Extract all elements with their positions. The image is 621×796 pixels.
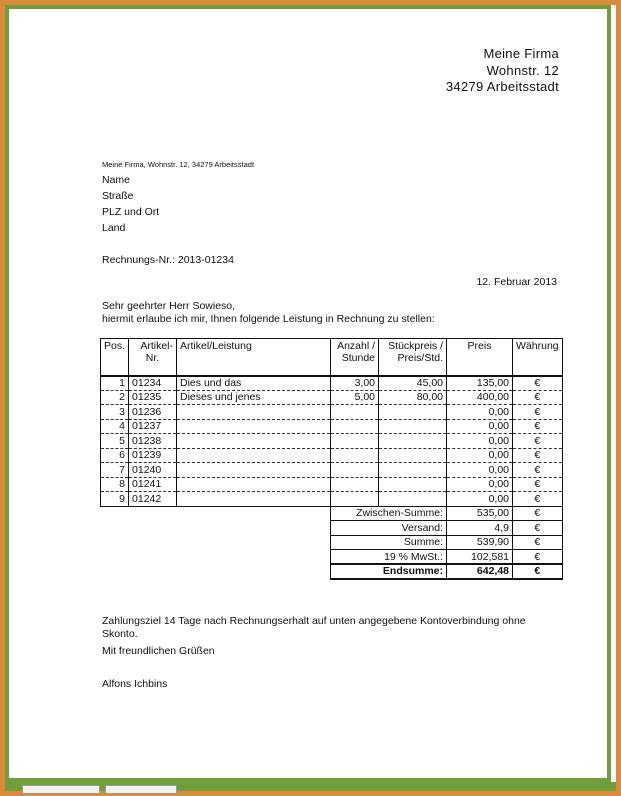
- closing-text: Mit freundlichen Grüßen: [102, 645, 215, 657]
- cell-desc: [177, 463, 331, 478]
- cell-unit-price: 45,00: [379, 376, 447, 391]
- cell-desc: [177, 405, 331, 420]
- totals-spacer: [101, 550, 331, 565]
- subtotal-currency: €: [513, 506, 563, 521]
- table-row: [101, 492, 563, 507]
- sender-company: Meine Firma: [483, 46, 559, 61]
- cell-desc: [177, 492, 331, 507]
- cell-price: 0,00: [447, 434, 513, 449]
- header-unit-price: [379, 339, 447, 376]
- table-header-row: [101, 339, 563, 376]
- invoice-date: 12. Februar 2013: [476, 276, 557, 288]
- cell-article: 01241: [129, 477, 177, 492]
- cell-price: 0,00: [447, 419, 513, 434]
- header-desc: Artikel/Leistung: [177, 339, 331, 376]
- cell-price: 0,00: [447, 477, 513, 492]
- cell-pos: 3: [101, 405, 129, 420]
- subtotal-value: 535,00: [447, 506, 513, 521]
- cell-qty: 5,00: [331, 390, 379, 405]
- cell-unit-price: [379, 477, 447, 492]
- header-unit-line1: Stückpreis /: [388, 340, 444, 352]
- cell-pos: 7: [101, 463, 129, 478]
- cell-currency: €: [513, 376, 563, 391]
- header-pos: Pos.: [101, 339, 129, 376]
- vat-value: 102,581: [447, 550, 513, 565]
- subtotal-label: Zwischen-Summe:: [331, 506, 447, 521]
- totals-row-vat: [101, 550, 563, 565]
- cell-qty: [331, 448, 379, 463]
- cell-price: 0,00: [447, 463, 513, 478]
- cell-desc: [177, 434, 331, 449]
- cell-currency: €: [513, 492, 563, 507]
- cell-currency: €: [513, 434, 563, 449]
- header-qty: [331, 339, 379, 376]
- shipping-value: 4,9: [447, 521, 513, 536]
- cell-qty: [331, 405, 379, 420]
- cell-currency: €: [513, 448, 563, 463]
- recipient-country: Land: [102, 222, 126, 234]
- cell-unit-price: [379, 463, 447, 478]
- cell-qty: [331, 463, 379, 478]
- cell-article: 01236: [129, 405, 177, 420]
- cell-pos: 2: [101, 390, 129, 405]
- cell-article: 01235: [129, 390, 177, 405]
- cell-article: 01234: [129, 376, 177, 391]
- table-row: [101, 463, 563, 478]
- recipient-zip-city: PLZ und Ort: [102, 206, 160, 218]
- table-row: [101, 448, 563, 463]
- cell-article: 01239: [129, 448, 177, 463]
- header-qty-line2: Stunde: [341, 352, 376, 364]
- cell-currency: €: [513, 419, 563, 434]
- salutation: Sehr geehrter Herr Sowieso,: [102, 300, 236, 312]
- cell-currency: €: [513, 390, 563, 405]
- final-total-value: 642,48: [447, 564, 513, 579]
- recipient-name: Name: [102, 174, 131, 186]
- table-row: [101, 405, 563, 420]
- sum-label: Summe:: [331, 535, 447, 550]
- intro-text: hiermit erlaube ich mir, Ihnen folgende Leistung in Rechnung zu stellen:: [102, 313, 435, 325]
- totals-row-sum: [101, 535, 563, 550]
- cell-pos: 8: [101, 477, 129, 492]
- shipping-label: Versand:: [331, 521, 447, 536]
- invoice-table: [100, 338, 563, 580]
- vat-currency: €: [513, 550, 563, 565]
- cell-pos: 5: [101, 434, 129, 449]
- totals-row-shipping: [101, 521, 563, 536]
- cell-currency: €: [513, 463, 563, 478]
- sender-city: 34279 Arbeitsstadt: [445, 79, 559, 94]
- sender-street: Wohnstr. 12: [486, 62, 559, 78]
- totals-spacer: [101, 535, 331, 550]
- cell-price: 0,00: [447, 492, 513, 507]
- cell-qty: [331, 492, 379, 507]
- cell-price: 400,00: [447, 390, 513, 405]
- final-total-currency: €: [513, 564, 563, 579]
- table-row: [101, 419, 563, 434]
- recipient-street: Straße: [102, 190, 134, 202]
- cell-pos: 4: [101, 419, 129, 434]
- cell-article: 01240: [129, 463, 177, 478]
- cell-currency: €: [513, 477, 563, 492]
- final-total-label: Endsumme:: [331, 564, 447, 579]
- cell-qty: [331, 419, 379, 434]
- invoice-number: Rechnungs-Nr.: 2013-01234: [102, 254, 234, 266]
- cell-unit-price: [379, 405, 447, 420]
- cell-price: 135,00: [447, 376, 513, 391]
- table-row: [101, 434, 563, 449]
- totals-row-final: [101, 564, 563, 579]
- cell-currency: €: [513, 405, 563, 420]
- cell-article: 01242: [129, 492, 177, 507]
- totals-row-subtotal: [101, 506, 563, 521]
- payment-terms-line2: Skonto.: [102, 628, 138, 640]
- cell-pos: 6: [101, 448, 129, 463]
- cell-desc: Dieses und jenes: [177, 390, 331, 405]
- cell-unit-price: [379, 448, 447, 463]
- table-row: [101, 390, 563, 405]
- sheet-tab[interactable]: [105, 785, 177, 794]
- totals-spacer: [101, 564, 331, 579]
- cell-desc: Dies und das: [177, 376, 331, 391]
- cell-desc: [177, 419, 331, 434]
- cell-price: 0,00: [447, 405, 513, 420]
- cell-qty: [331, 477, 379, 492]
- table-row: [101, 477, 563, 492]
- header-article-line2: Nr.: [145, 352, 160, 364]
- cell-unit-price: [379, 492, 447, 507]
- shipping-currency: €: [513, 521, 563, 536]
- header-article: [129, 339, 177, 376]
- sum-currency: €: [513, 535, 563, 550]
- payment-terms-line1: Zahlungsziel 14 Tage nach Rechnungserhalt auf unten angegebene Kontoverbindung ohne: [102, 615, 526, 627]
- cell-qty: [331, 434, 379, 449]
- cell-pos: 9: [101, 492, 129, 507]
- header-article-line1: Artikel-: [140, 340, 174, 352]
- sum-value: 539,90: [447, 535, 513, 550]
- cell-unit-price: [379, 434, 447, 449]
- header-currency: Währung: [513, 339, 563, 376]
- cell-qty: 3,00: [331, 376, 379, 391]
- vat-label: 19 % MwSt.:: [331, 550, 447, 565]
- totals-spacer: [101, 506, 331, 521]
- cell-unit-price: 80,00: [379, 390, 447, 405]
- return-address: Meine Firma, Wohnstr. 12, 34279 Arbeitsstadt: [102, 160, 255, 169]
- cell-article: 01238: [129, 434, 177, 449]
- signature-name: Alfons Ichbins: [102, 678, 168, 690]
- table-row: [101, 376, 563, 391]
- cell-desc: [177, 477, 331, 492]
- header-price: Preis: [447, 339, 513, 376]
- cell-article: 01237: [129, 419, 177, 434]
- header-unit-line2: Preis/Std.: [397, 352, 444, 364]
- cell-unit-price: [379, 419, 447, 434]
- sheet-tab[interactable]: [22, 785, 100, 794]
- cell-pos: 1: [101, 376, 129, 391]
- totals-spacer: [101, 521, 331, 536]
- header-qty-line1: Anzahl /: [337, 340, 376, 352]
- cell-price: 0,00: [447, 448, 513, 463]
- sender-block: [446, 46, 559, 96]
- cell-desc: [177, 448, 331, 463]
